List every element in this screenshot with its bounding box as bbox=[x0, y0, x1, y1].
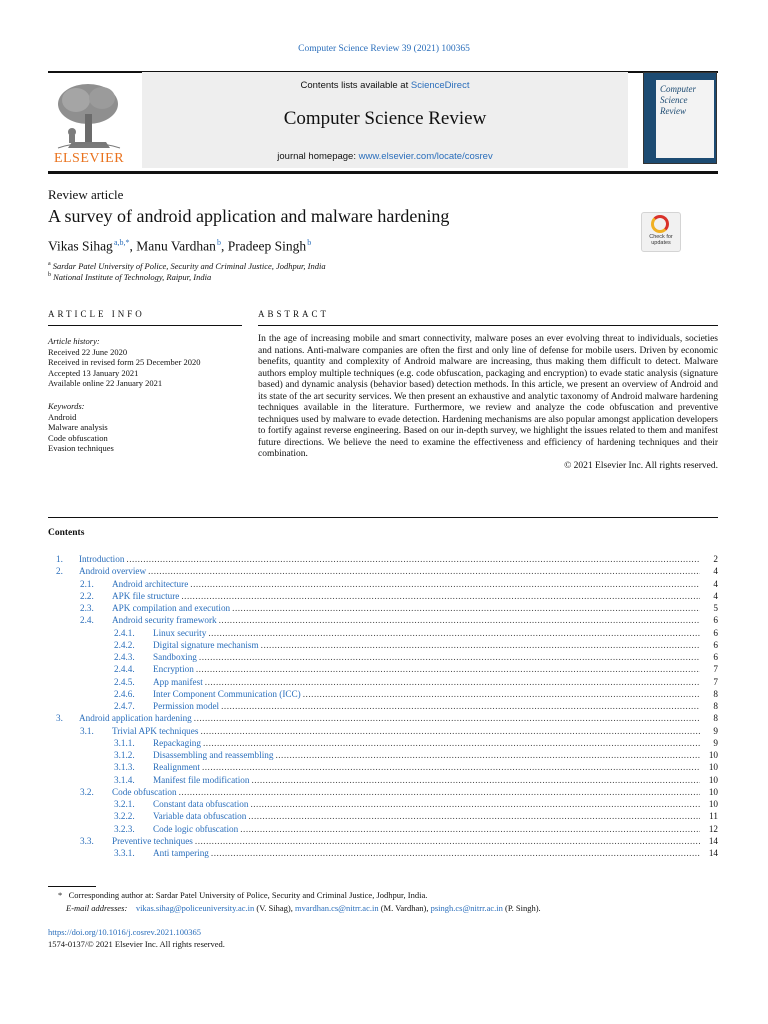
toc-entry[interactable] bbox=[48, 602, 718, 614]
toc-leader-dots bbox=[202, 761, 700, 773]
toc-number[interactable]: 2.4.5. bbox=[114, 676, 135, 687]
toc-entry[interactable] bbox=[48, 578, 718, 590]
toc-entry[interactable] bbox=[48, 627, 718, 639]
publisher-wordmark: ELSEVIER bbox=[53, 151, 125, 166]
toc-leader-dots bbox=[181, 590, 700, 602]
toc-entry[interactable] bbox=[48, 553, 718, 565]
masthead-bottom-rule bbox=[48, 171, 718, 174]
toc-number[interactable]: 2. bbox=[56, 566, 63, 577]
sciencedirect-link[interactable]: ScienceDirect bbox=[410, 80, 470, 91]
toc-leader-dots bbox=[211, 847, 700, 859]
toc-leader-dots bbox=[232, 602, 700, 614]
toc-number[interactable]: 3.1.3. bbox=[114, 762, 135, 773]
email-link[interactable]: vikas.sihag@policeuniversity.ac.in bbox=[135, 903, 255, 913]
toc-title[interactable]: Variable data obfuscation bbox=[153, 811, 247, 822]
toc-page-number: 7 bbox=[713, 676, 718, 687]
article-info-rule bbox=[48, 325, 242, 326]
author-marks[interactable]: b bbox=[217, 238, 222, 247]
toc-entry[interactable] bbox=[48, 823, 718, 835]
toc-entry[interactable] bbox=[48, 590, 718, 602]
toc-entry[interactable] bbox=[48, 676, 718, 688]
toc-title[interactable]: Realignment bbox=[153, 762, 200, 773]
toc-page-number: 10 bbox=[708, 799, 718, 809]
journal-reference[interactable]: Computer Science Review 39 (2021) 100365 bbox=[298, 44, 470, 54]
toc-page-number: 9 bbox=[713, 725, 718, 736]
check-for-updates-icon bbox=[651, 215, 669, 233]
toc-number[interactable]: 3.1. bbox=[80, 725, 94, 736]
toc-title[interactable]: Constant data obfuscation bbox=[153, 799, 249, 809]
abstract-copyright: © 2021 Elsevier Inc. All rights reserved. bbox=[564, 460, 718, 471]
toc-title[interactable]: APK compilation and execution bbox=[112, 603, 231, 613]
toc-entry[interactable] bbox=[48, 565, 718, 577]
toc-page-number: 7 bbox=[713, 664, 718, 675]
toc-page-number: 10 bbox=[708, 750, 718, 760]
toc-leader-dots bbox=[148, 565, 700, 577]
toc-leader-dots bbox=[179, 786, 700, 798]
toc-entry[interactable] bbox=[48, 651, 718, 663]
author-name[interactable]: Manu Vardhan bbox=[136, 238, 216, 254]
toc-leader-dots bbox=[275, 749, 700, 761]
toc-page-number: 4 bbox=[713, 578, 718, 589]
toc-number[interactable]: 2.4. bbox=[80, 615, 94, 626]
issn-line: 1574-0137/© 2021 Elsevier Inc. All rights reserved. bbox=[48, 939, 225, 949]
toc-page-number: 4 bbox=[713, 590, 718, 601]
abstract-text: In the age of increasing mobile and smart connectivity, malware poses an ever evolving threat to individuals, societies and nations. Anti-malware companies are often the first and only line of defense for mobile users. Driven by economic benefits, quantity and complexity of Android malware are increasing, thus making them difficult to detect. Malware authors employ multiple techniques (e.g. code obfuscation, packaging and encryption) to evade static analysis (signature based) and dynamic analysis (behavior based) detection methods. In this article, we present an overview of Android and its state of the art security services. We then present an exhaustive and analytic taxonomy of Android malware hardening techniques available in the literature. Furthermore, we review and analyze the code obfuscation and preventive techniques used by malware to evade detection. Hardening mechanisms are also popular amongst application developers to fortify against reverse engineering. Based on our in-depth survey, we highlight the issues related to them and manifest future directions. We believe the need to examine the effectiveness and efficiency of hardening techniques and their combination. bbox=[258, 334, 718, 459]
toc-entry[interactable] bbox=[48, 835, 718, 847]
toc-page-number: 14 bbox=[708, 848, 718, 858]
toc-title[interactable]: Preventive techniques bbox=[112, 835, 193, 846]
toc-number[interactable]: 3.1.2. bbox=[114, 750, 135, 760]
author-name[interactable]: Vikas Sihag bbox=[48, 238, 113, 254]
article-title: A survey of android application and malware hardening bbox=[48, 206, 450, 226]
toc-leader-dots bbox=[219, 614, 700, 626]
toc-leader-dots bbox=[248, 810, 700, 822]
toc-leader-dots bbox=[199, 651, 700, 663]
toc-title[interactable]: APK file structure bbox=[112, 590, 180, 601]
toc-entry[interactable] bbox=[48, 761, 718, 773]
article-type: Review article bbox=[48, 187, 124, 202]
toc-number[interactable]: 2.4.7. bbox=[114, 701, 135, 711]
abstract-body bbox=[258, 334, 718, 472]
toc-page-number: 10 bbox=[708, 774, 718, 785]
author-list: Vikas Sihag $^{a,b,*}$, Manu Vardhan $^b$, Pradeep Singh $^b$ bbox=[48, 238, 312, 254]
author-name[interactable]: Pradeep Singh bbox=[227, 238, 307, 254]
toc-page-number: 6 bbox=[713, 627, 718, 638]
doi-link[interactable]: https://doi.org/10.1016/j.cosrev.2021.100365 bbox=[48, 927, 201, 937]
toc-title[interactable]: Code obfuscation bbox=[112, 786, 177, 797]
toc-number[interactable]: 3.3. bbox=[80, 835, 94, 846]
contents-availability: Contents lists available at ScienceDirect bbox=[300, 80, 470, 91]
toc-title[interactable]: Android security framework bbox=[112, 615, 217, 626]
toc-page-number: 8 bbox=[713, 701, 718, 711]
toc-title[interactable]: Android overview bbox=[79, 566, 147, 577]
toc-entry[interactable] bbox=[48, 749, 718, 761]
toc-entry[interactable] bbox=[48, 798, 718, 810]
abstract-heading: ABSTRACT bbox=[258, 309, 330, 319]
contents-heading: Contents bbox=[48, 528, 85, 538]
toc-entry[interactable] bbox=[48, 639, 718, 651]
toc-title[interactable]: Sandboxing bbox=[153, 652, 197, 662]
toc-entry[interactable] bbox=[48, 663, 718, 675]
toc-page-number: 6 bbox=[713, 639, 718, 650]
article-history: Article history: Received 22 June 2020 Received in revised form 25 December 2020 Accepted 13 January 2021 Available online 22 January 2021 bbox=[48, 336, 201, 389]
toc-entry[interactable] bbox=[48, 700, 718, 712]
toc-page-number: 8 bbox=[713, 688, 718, 699]
toc-entry[interactable] bbox=[48, 712, 718, 724]
affiliation-b: $^b$ National Institute of Technology, Raipur, India bbox=[48, 272, 212, 282]
toc-leader-dots bbox=[203, 737, 700, 749]
toc-entry[interactable] bbox=[48, 737, 718, 749]
toc-leader-dots bbox=[126, 553, 700, 565]
toc-title[interactable]: Digital signature mechanism bbox=[153, 639, 259, 650]
toc-leader-dots bbox=[250, 798, 700, 810]
journal-cover-title: Computer Science Review bbox=[660, 84, 696, 116]
toc-number[interactable]: 3. bbox=[56, 713, 63, 724]
toc-entry[interactable] bbox=[48, 725, 718, 737]
toc-number[interactable]: 3.1.1. bbox=[114, 737, 135, 748]
toc-title[interactable]: Manifest file modification bbox=[153, 774, 250, 785]
toc-leader-dots bbox=[190, 578, 700, 590]
toc-entry[interactable] bbox=[48, 774, 718, 786]
toc-title[interactable]: Android architecture bbox=[112, 578, 189, 589]
toc-leader-dots bbox=[196, 663, 700, 675]
toc-title[interactable]: Permission model bbox=[153, 701, 220, 711]
toc-page-number: 11 bbox=[709, 811, 718, 822]
journal-homepage: journal homepage: www.elsevier.com/locate/cosrev bbox=[277, 151, 493, 162]
toc-title[interactable]: Encryption bbox=[153, 664, 194, 675]
toc-page-number: 2 bbox=[713, 554, 718, 564]
toc-leader-dots bbox=[208, 627, 700, 639]
toc-page-number: 12 bbox=[708, 823, 718, 834]
toc-entry[interactable] bbox=[48, 847, 718, 859]
toc-page-number: 9 bbox=[713, 737, 718, 748]
toc-number[interactable]: 3.3.1. bbox=[114, 848, 135, 858]
toc-page-number: 4 bbox=[713, 566, 718, 577]
toc-leader-dots bbox=[205, 676, 700, 688]
toc-leader-dots bbox=[251, 774, 700, 786]
toc-number[interactable]: 3.2.3. bbox=[114, 823, 135, 834]
toc-title[interactable]: Disassembling and reassembling bbox=[153, 750, 274, 760]
toc-title[interactable]: App manifest bbox=[153, 676, 203, 687]
toc-leader-dots bbox=[240, 823, 700, 835]
toc-page-number: 6 bbox=[713, 615, 718, 626]
toc-number[interactable]: 3.2.2. bbox=[114, 811, 135, 822]
toc-entry[interactable] bbox=[48, 614, 718, 626]
toc-title[interactable]: Anti tampering bbox=[153, 848, 209, 858]
toc-page-number: 10 bbox=[708, 762, 718, 773]
toc-leader-dots bbox=[261, 639, 700, 651]
article-info-heading: ARTICLE INFO bbox=[48, 309, 145, 319]
toc-entry[interactable] bbox=[48, 786, 718, 798]
toc-title[interactable]: Trivial APK techniques bbox=[112, 725, 199, 736]
abstract-rule bbox=[258, 325, 718, 326]
toc-leader-dots bbox=[200, 725, 700, 737]
toc-title[interactable]: Code logic obfuscation bbox=[153, 823, 239, 834]
toc-title[interactable]: Android application hardening bbox=[79, 713, 192, 724]
toc-title[interactable]: Linux security bbox=[153, 627, 207, 638]
author-marks[interactable]: a,b,* bbox=[113, 238, 130, 247]
toc-leader-dots bbox=[194, 712, 700, 724]
toc-page-number: 5 bbox=[713, 603, 718, 613]
footnote-rule bbox=[48, 886, 96, 887]
toc-number[interactable]: 3.1.4. bbox=[114, 774, 135, 785]
keywords: Keywords: Android Malware analysis Code obfuscation Evasion techniques bbox=[48, 401, 114, 454]
toc-number[interactable]: 2.1. bbox=[80, 578, 94, 589]
toc-leader-dots bbox=[303, 688, 700, 700]
email-link[interactable]: mvardhan.cs@nitrr.ac.in bbox=[294, 903, 379, 913]
toc-number[interactable]: 2.4.4. bbox=[114, 664, 135, 675]
toc-title[interactable]: Introduction bbox=[79, 554, 125, 564]
email-link[interactable]: psingh.cs@nitrr.ac.in bbox=[430, 903, 503, 913]
toc-page-number: 10 bbox=[708, 786, 718, 797]
toc-page-number: 8 bbox=[713, 713, 718, 724]
toc-number[interactable]: 2.2. bbox=[80, 590, 94, 601]
author-marks[interactable]: b bbox=[307, 238, 312, 247]
toc-number[interactable]: 3.2. bbox=[80, 786, 94, 797]
corresponding-author-note: * Corresponding author at: Sardar Patel University of Police, Security and Criminal Justice, Jodhpur, India. bbox=[58, 890, 428, 900]
toc-entry[interactable] bbox=[48, 810, 718, 822]
doi-block bbox=[48, 926, 225, 950]
toc-number[interactable]: 2.4.2. bbox=[114, 639, 135, 650]
toc-number[interactable]: 2.4.1. bbox=[114, 627, 135, 638]
toc-page-number: 6 bbox=[713, 652, 718, 662]
homepage-link[interactable]: www.elsevier.com/locate/cosrev bbox=[358, 151, 493, 162]
toc-page-number: 14 bbox=[708, 835, 718, 846]
toc-title[interactable]: Repackaging bbox=[153, 737, 201, 748]
toc-number[interactable]: 3.2.1. bbox=[114, 799, 135, 809]
journal-title: Computer Science Review bbox=[283, 108, 487, 129]
toc-number[interactable]: 2.4.3. bbox=[114, 652, 135, 662]
email-addresses: E-mail addresses: vikas.sihag@policeuniversity.ac.in (V. Sihag), mvardhan.cs@nitrr.ac.in (M. Vardhan), psingh.cs@nitrr.ac.in (P. Singh). bbox=[66, 903, 541, 913]
toc-leader-dots bbox=[195, 835, 700, 847]
toc-title[interactable]: Inter Component Communication (ICC) bbox=[153, 688, 301, 699]
check-for-updates-label: Check for updates bbox=[649, 234, 673, 246]
toc-leader-dots bbox=[221, 700, 700, 712]
toc-number[interactable]: 2.4.6. bbox=[114, 688, 135, 699]
table-of-contents bbox=[48, 553, 718, 859]
toc-number[interactable]: 2.3. bbox=[80, 603, 94, 613]
toc-number[interactable]: 1. bbox=[56, 554, 63, 564]
toc-entry[interactable] bbox=[48, 688, 718, 700]
contents-rule bbox=[48, 517, 718, 518]
affiliation-a: $^a$ Sardar Patel University of Police, Security and Criminal Justice, Jodhpur, India bbox=[48, 261, 326, 271]
